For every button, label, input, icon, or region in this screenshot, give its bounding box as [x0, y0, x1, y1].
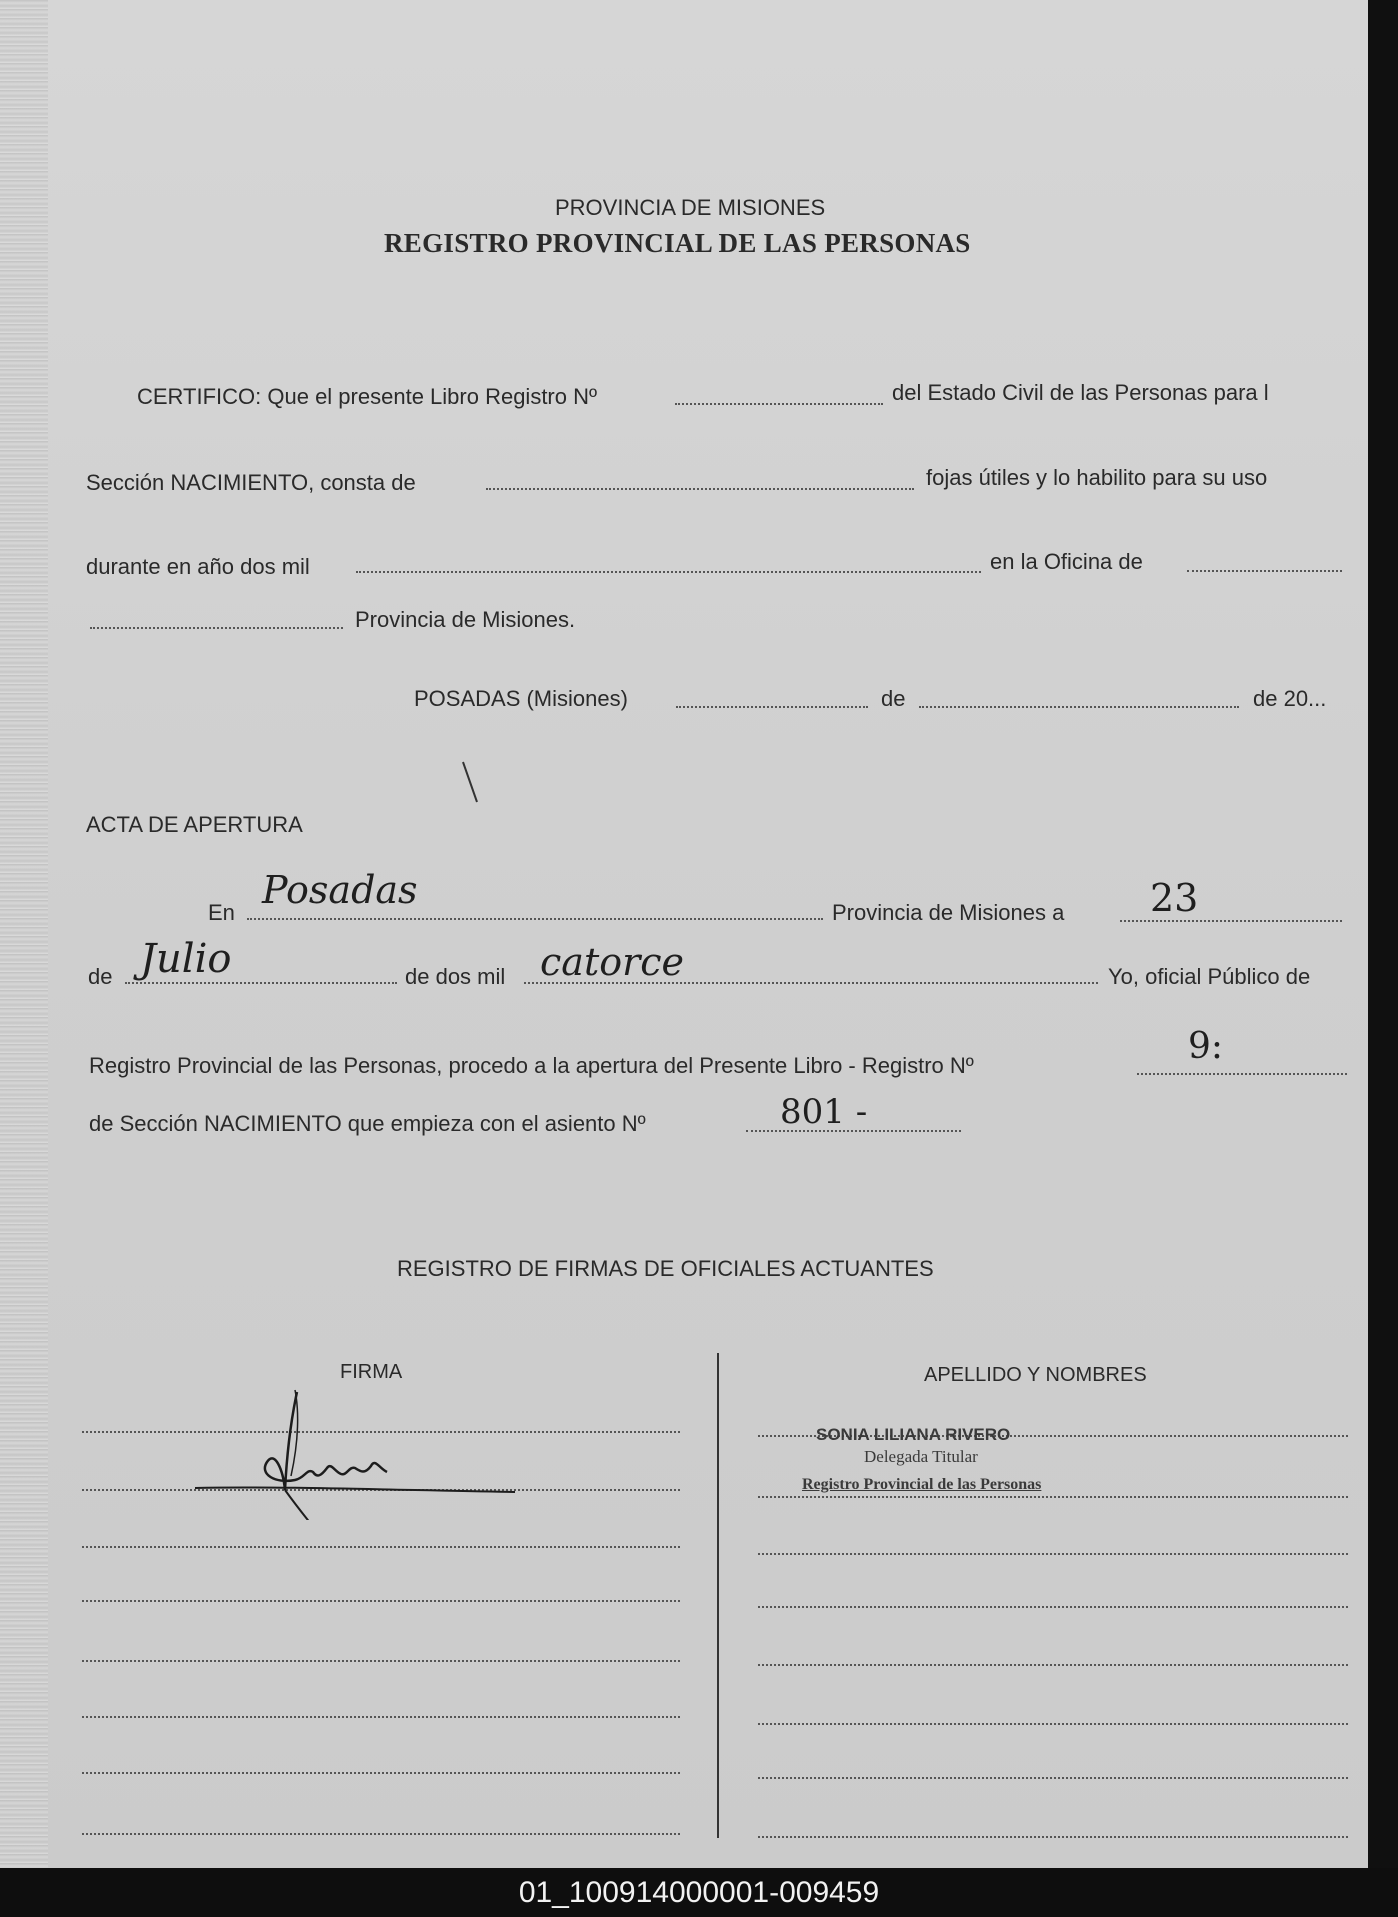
- names-row: [758, 1553, 1348, 1555]
- month-de-label: de: [88, 964, 113, 989]
- pen-mark: [460, 760, 480, 806]
- section-sentence: de Sección NACIMIENTO que empieza con el asiento Nº: [89, 1111, 646, 1136]
- document-id: 01_100914000001-009459: [518, 1876, 880, 1909]
- signature-row: [82, 1546, 680, 1548]
- day-line: [1120, 920, 1342, 922]
- signature-row: [82, 1600, 680, 1602]
- month-handwritten: Julio: [140, 936, 232, 982]
- cert-line1-start: CERTIFICO: Que el presente Libro Registro Nº: [137, 384, 598, 409]
- signature-row: [82, 1716, 680, 1718]
- names-column-header: APELLIDO Y NOMBRES: [924, 1364, 1147, 1386]
- day-handwritten: 23: [1150, 876, 1199, 920]
- year-blank: [356, 571, 981, 573]
- officer-label: Yo, oficial Público de: [1108, 964, 1311, 989]
- column-divider: [717, 1353, 719, 1838]
- opening-title: ACTA DE APERTURA: [86, 812, 303, 837]
- stamp-office: Registro Provincial de las Personas: [802, 1476, 1042, 1493]
- office-blank: [1187, 570, 1342, 572]
- document-id-bar: [0, 1868, 1398, 1917]
- province-heading: PROVINCIA DE MISIONES: [555, 195, 826, 220]
- stamp-name: SONIA LILIANA RIVERO: [816, 1425, 1011, 1444]
- entry-number-handwritten: 801 -: [780, 1092, 868, 1132]
- registry-heading: REGISTRO PROVINCIAL DE LAS PERSONAS: [384, 228, 971, 258]
- names-row: [758, 1777, 1348, 1779]
- place-handwritten: Posadas: [262, 868, 418, 912]
- pages-blank: [486, 488, 914, 490]
- office-blank-cont: [90, 627, 343, 629]
- date-day-blank: [676, 706, 868, 708]
- date-month-blank: [919, 706, 1239, 708]
- signature-row: [82, 1772, 680, 1774]
- cert-line3-end: en la Oficina de: [990, 549, 1143, 574]
- year-label: de dos mil: [405, 964, 506, 989]
- stamp-role: Delegada Titular: [864, 1447, 978, 1466]
- names-row: [758, 1664, 1348, 1666]
- month-line: [125, 982, 397, 984]
- date-year-label: de 20...: [1253, 686, 1327, 711]
- names-row: [758, 1606, 1348, 1608]
- cert-line3-start: durante en año dos mil: [86, 554, 310, 579]
- signature-column-header: FIRMA: [340, 1361, 403, 1383]
- date-de-label: de: [881, 686, 906, 711]
- book-number-handwritten: 9:: [1188, 1026, 1224, 1067]
- province-label: Provincia de Misiones a: [832, 900, 1065, 925]
- scan-edge: [1368, 0, 1398, 1917]
- signature-row: [82, 1660, 680, 1662]
- place-line: [247, 918, 823, 920]
- posadas-label: POSADAS (Misiones): [414, 686, 628, 711]
- registry-sentence: Registro Provincial de las Personas, procedo a la apertura del Presente Libro - Registro Nº: [89, 1053, 974, 1078]
- en-label: En: [208, 900, 235, 925]
- book-number-blank: [675, 403, 883, 405]
- handwritten-signature: [195, 1380, 525, 1520]
- binding-edge: [0, 0, 48, 1868]
- names-row: [758, 1496, 1348, 1498]
- names-row: [758, 1836, 1348, 1838]
- year-handwritten: catorce: [540, 940, 685, 984]
- book-number-line: [1137, 1073, 1347, 1075]
- signature-row: [82, 1833, 680, 1835]
- cert-line2-end: fojas útiles y lo habilito para su uso: [926, 465, 1268, 490]
- cert-line1-end: del Estado Civil de las Personas para l: [892, 380, 1269, 405]
- cert-line4: Provincia de Misiones.: [355, 607, 576, 632]
- names-row: [758, 1723, 1348, 1725]
- cert-line2-start: Sección NACIMIENTO, consta de: [86, 470, 416, 495]
- signatures-title: REGISTRO DE FIRMAS DE OFICIALES ACTUANTES: [397, 1256, 934, 1281]
